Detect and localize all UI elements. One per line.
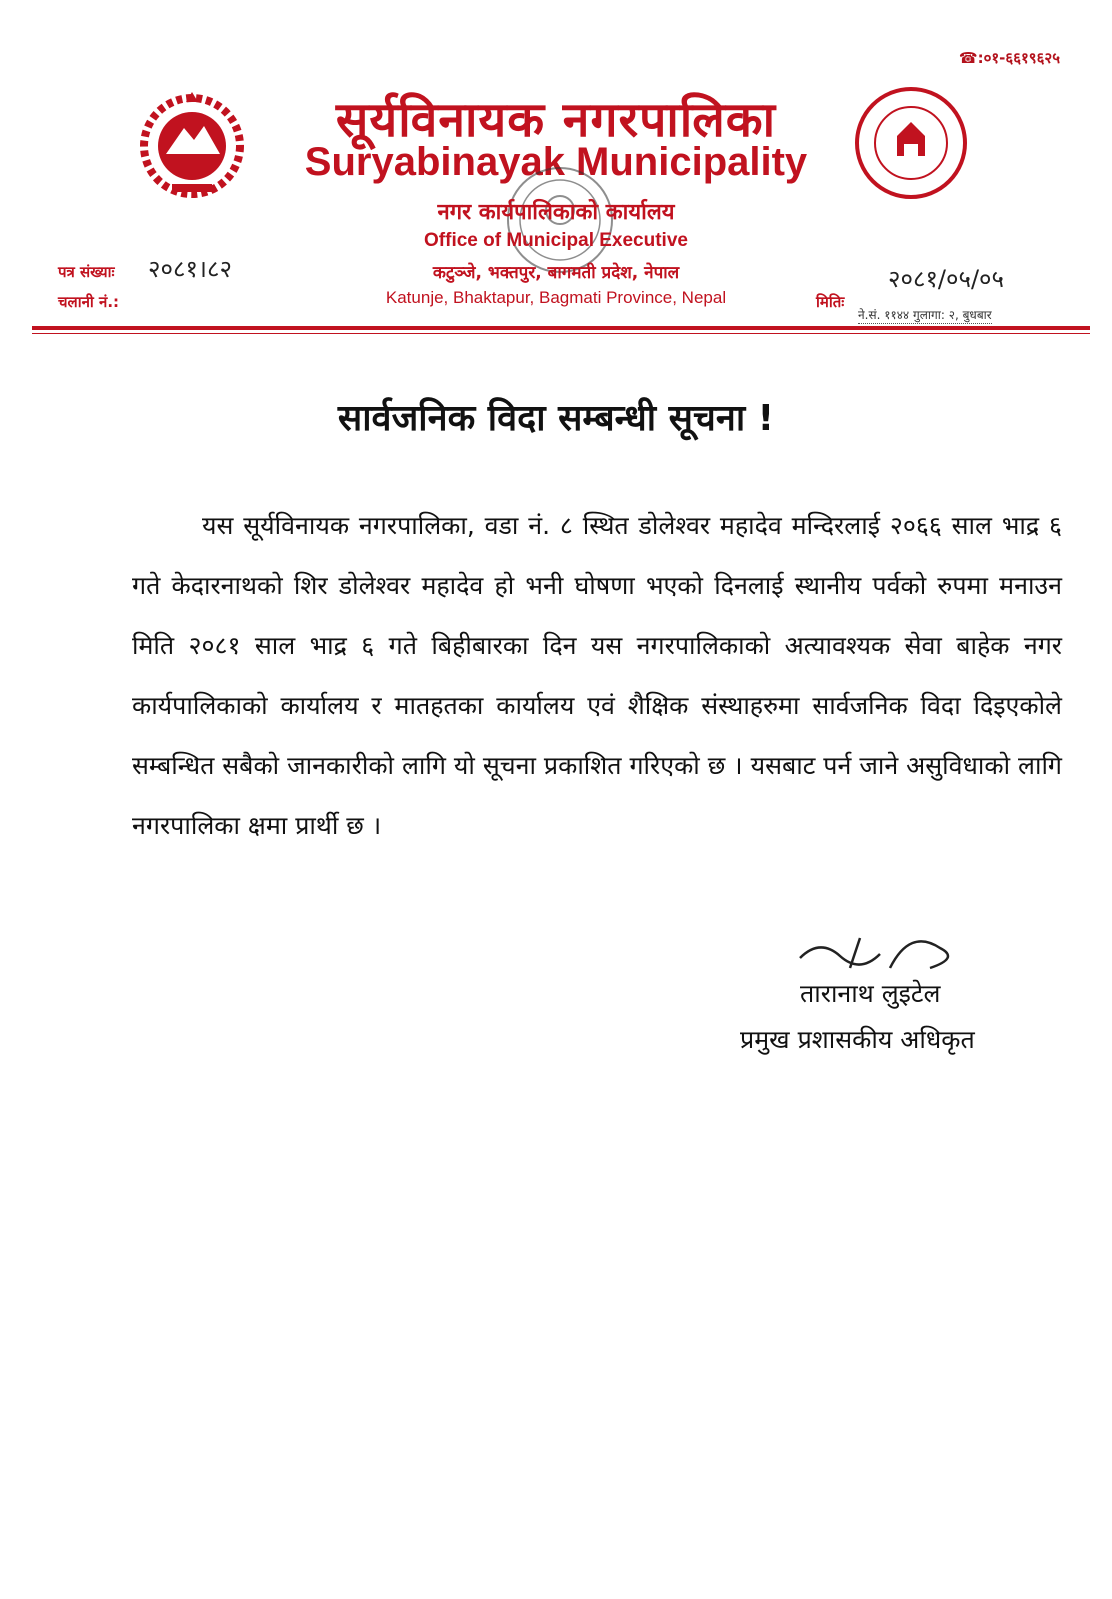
signatory-name: तारानाथ लुइटेल: [800, 979, 941, 1008]
notice-body: यस सूर्यविनायक नगरपालिका, वडा नं. ८ स्थित डोलेश्वर महादेव मन्दिरलाई २०६६ साल भाद्र ६ गते केदारनाथको शिर डोलेश्वर महादेव हो भनी घोषणा भएको दिनलाई स्थानीय पर्वको रुपमा मनाउन मिति २०८१ साल भाद्र ६ गते बिहीबारका दिन यस नगरपालिकाको अत्यावश्यक सेवा बाहेक नगर कार्यपालिकाको कार्यालय र मातहतका कार्यालय एवं शैक्षिक संस्थाहरुमा सार्वजनिक विदा दिइएकोले सम्बन्धित सबैको जानकारीको लागि यो सूचना प्रकाशित गरिएको छ । यसबाट पर्न जाने असुविधाको लागि नगरपालिका क्षमा प्रार्थी छ ।: [132, 511, 1062, 840]
header-divider-thick: [32, 326, 1090, 330]
nepal-sambat-date: ने.सं. ११४४ गुलागा: २, बुधबार: [858, 308, 992, 322]
address-nepali: कटुञ्जे, भक्तपुर, बागमती प्रदेश, नेपाल: [432, 263, 680, 283]
reference-number-label: पत्र संख्याः: [58, 263, 115, 281]
municipality-title-english: Suryabinayak Municipality: [304, 140, 808, 184]
municipality-title-nepali: सूर्यविनायक नगरपालिका: [335, 92, 777, 148]
municipality-seal-icon: [852, 84, 970, 202]
office-name-english: Office of Municipal Executive: [424, 230, 688, 251]
notice-heading: सार्वजनिक विदा सम्बन्धी सूचना !: [337, 398, 775, 439]
date-value: २०८१/०५/०५: [888, 265, 1005, 293]
signatory-title: प्रमुख प्रशासकीय अधिकृत: [740, 1025, 975, 1054]
header-divider-thin: [32, 333, 1090, 334]
phone-number: ☎:०१-६६१९६२५: [958, 49, 1060, 67]
dispatch-number-label: चलानी नं.:: [58, 293, 120, 311]
date-label: मितिः: [816, 293, 845, 311]
reference-number-value: २०८१।८२: [148, 255, 232, 283]
address-english: Katunje, Bhaktapur, Bagmati Province, Nepal: [385, 288, 727, 307]
office-name-nepali: नगर कार्यपालिकाको कार्यालय: [437, 200, 675, 225]
